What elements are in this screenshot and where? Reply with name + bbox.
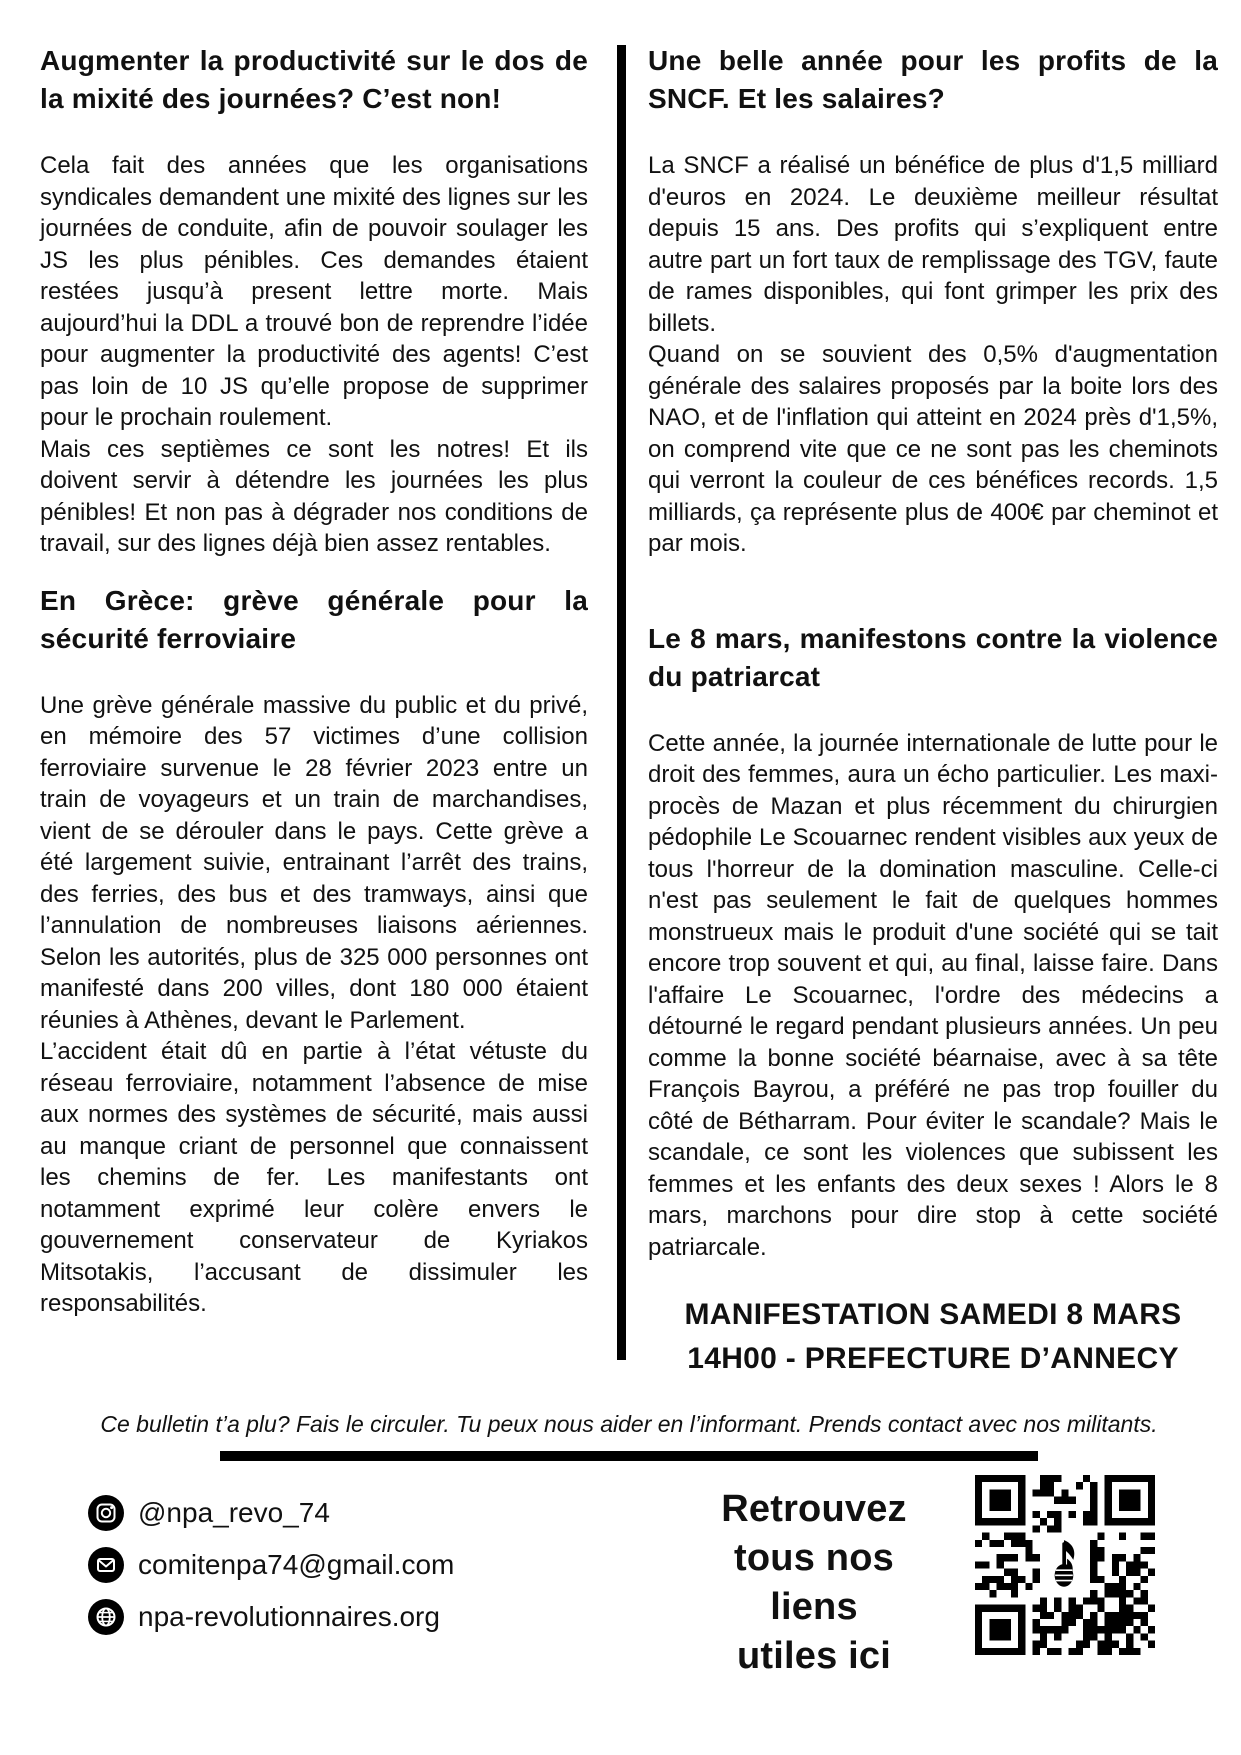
article-title: Une belle année pour les profits de la SNCF. Et les salaires?: [648, 45, 1218, 114]
email-address: comitenpa74@gmail.com: [138, 1549, 455, 1580]
globe-icon: [88, 1599, 124, 1635]
article-paragraph: Mais ces septièmes ce sont les notres! Et ils doivent servir à détendre les journées les plus pénibles! Et non pas à dégrader nos conditions de travail, sur des lignes déjà bien assez rentables.: [40, 435, 588, 557]
announcement-line-1: MANIFESTATION SAMEDI 8 MARS: [684, 1298, 1182, 1331]
instagram-handle: @npa_revo_74: [138, 1497, 330, 1528]
column-divider: [617, 45, 626, 1360]
left-column: [40, 42, 588, 1381]
email-icon: [88, 1547, 124, 1583]
article-paragraph: Cette année, la journée internationale de lutte pour le droit des femmes, aura un écho particulier. Les maxi-procès de Mazan et plus récemment du chirurgien pédophile Le Scouarnec rendent visibles aux yeux de tous l'horreur de la domination masculine. Celle-ci n'est pas seulement le fait de quelques hommes monstrueux mais le produit d'une société qui se tait encore trop souvent et qui, au final, laisse faire. Dans l'affaire Le Scouarnec, l'ordre des médecins a détourné le regard pendant plusieurs années. Un peu comme la bonne société béarnaise, avec à sa tête François Bayrou, a préféré ne pas trop fouiller du côté de Bétharram. Pour éviter le scandale? Mais le scandale, ce sont les violences que subissent les femmes et les enfants des deux sexes ! Alors le 8 mars, marchons pour dire stop à cette société patriarcale.: [648, 729, 1218, 1261]
qr-caption-line: tous nos: [734, 1537, 894, 1579]
qr-caption: [699, 1485, 929, 1681]
article-sncf: [648, 42, 1218, 560]
article-productivite: [40, 42, 588, 560]
website-url: npa-revolutionnaires.org: [138, 1601, 440, 1632]
qr-code: [975, 1475, 1155, 1655]
announcement-line-2: 14H00 - PREFECTURE D’ANNECY: [687, 1342, 1179, 1375]
article-8-mars: [648, 620, 1218, 1264]
contact-row-website: [88, 1599, 454, 1635]
article-title: Augmenter la productivité sur le dos de la mixité des journées? C’est non!: [40, 45, 588, 114]
qr-caption-line: liens: [770, 1586, 858, 1628]
instagram-icon: [88, 1495, 124, 1531]
footer-bottom: [40, 1475, 1218, 1681]
article-paragraph: L’accident était dû en partie à l’état vétuste du réseau ferroviaire, notamment l’absence de mise aux normes des systèmes de sécurité, mais aussi au manque criant de personnel que connaissent les chemins de fer. Les manifestants ont notamment exprimé leur colère envers le gouvernement conservateur de Kyriakos Mitsotakis, l’accusant de dissimuler les responsabilités.: [40, 1038, 588, 1317]
article-paragraph: La SNCF a réalisé un bénéfice de plus d'1,5 milliard d'euros en 2024. Le deuxième meilleur résultat depuis 15 ans. Des profits qui s’expliquent entre autre part un fort taux de remplissage des TGV, faute de rames disponibles, qui font grimper les prix des billets.: [648, 152, 1218, 337]
footer-tagline: Ce bulletin t’a plu? Fais le circuler. Tu peux nous aider en l’informant. Prends contact avec nos militants.: [100, 1411, 1158, 1437]
article-paragraph: Quand on se souvient des 0,5% d'augmentation générale des salaires proposés par la boite lors des NAO, et de l'inflation qui atteint en 2024 près d'1,5%, on comprend vite que ce ne sont pas les cheminots qui verront la couleur de ces bénéfices records. 1,5 milliards, ça représente plus de 400€ par cheminot et par mois.: [648, 341, 1218, 557]
two-column-body: [40, 42, 1218, 1381]
qr-caption-line: utiles ici: [736, 1635, 892, 1677]
contact-row-instagram: [88, 1495, 454, 1531]
article-paragraph: Cela fait des années que les organisations syndicales demandent une mixité des lignes sur les journées de conduite, afin de pouvoir soulager les JS les plus pénibles. Ces demandes étaient restées jusqu’à present lettre morte. Mais aujourd’hui la DDL a trouvé bon de reprendre l’idée pour augmenter la productivité des agents! C’est pas loin de 10 JS qu’elle propose de supprimer pour le prochain roulement.: [40, 152, 588, 431]
manifestation-announcement: [648, 1293, 1218, 1381]
article-paragraph: Une grève générale massive du public et du privé, en mémoire des 57 victimes d’une collision ferroviaire survenue le 28 février 2023 entre un train de voyageurs et un train de marchandises, vient de se dérouler dans le pays. Cette grève a été largement suivie, entrainant l’arrêt des trains, des ferries, des bus et des tramways, ainsi que l’annulation de nombreuses liaisons aériennes. Selon les autorités, plus de 325 000 personnes ont manifesté dans 200 villes, dont 180 000 étaient réunies à Athènes, devant le Parlement.: [40, 691, 588, 1034]
article-grece: [40, 582, 588, 1320]
article-title: En Grèce: grève générale pour la sécurité ferroviaire: [40, 584, 588, 654]
right-column: [648, 42, 1218, 1381]
article-title: Le 8 mars, manifestons contre la violence du patriarcat: [648, 622, 1218, 692]
contact-row-email: [88, 1547, 454, 1583]
npa-logo: [1042, 1536, 1088, 1594]
qr-caption-line: Retrouvez: [721, 1488, 907, 1530]
contact-list: [88, 1495, 454, 1635]
footer-divider-bar: [220, 1451, 1038, 1461]
